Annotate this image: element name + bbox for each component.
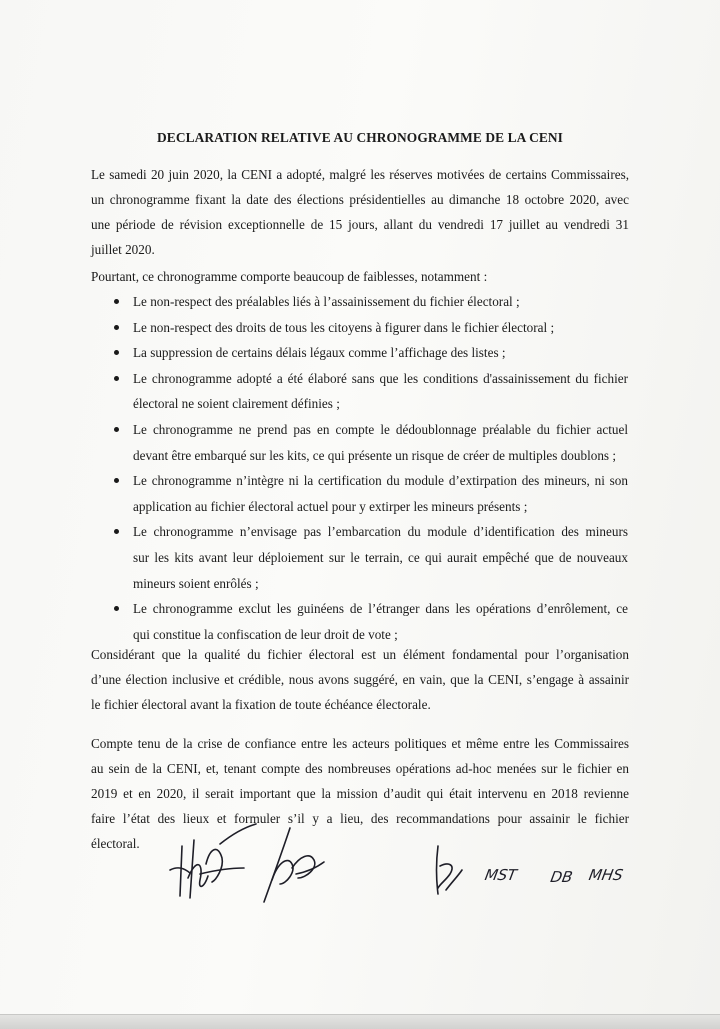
- bullet-icon: [114, 478, 119, 483]
- bullet-icon: [114, 299, 119, 304]
- list-item-line: Le chronogramme n’intègre ni la certification du module d’extirpation des mineurs, ni son: [133, 473, 628, 489]
- bullet-icon: [114, 427, 119, 432]
- list-item-line: électoral ne soient clairement définies ;: [133, 396, 340, 412]
- page-bottom-edge: [0, 1014, 720, 1029]
- initials-mhs: MHS: [587, 866, 625, 884]
- closing-line: électoral.: [91, 836, 140, 851]
- list-item-line: Le chronogramme ne prend pas en compte le dédoublonnage préalable du fichier actuel: [133, 421, 628, 437]
- list-item: [0, 315, 628, 341]
- intro-paragraph: [91, 162, 629, 262]
- signature-initials: [480, 858, 630, 894]
- list-item-line: application au fichier électoral actuel pour y extirper les mineurs présents ;: [133, 498, 528, 514]
- considering-line: Considérant que la qualité du fichier électoral est un élément fondamental pour l’organisation: [91, 647, 629, 662]
- bullet-icon: [114, 606, 119, 611]
- lead-text: Pourtant, ce chronogramme comporte beaucoup de faiblesses, notamment :: [91, 269, 488, 284]
- bullet-icon: [114, 325, 119, 330]
- list-item-line: Le non-respect des droits de tous les citoyens à figurer dans le fichier électoral ;: [133, 319, 555, 335]
- weakness-list: [0, 289, 628, 647]
- lead-sentence: [91, 264, 629, 289]
- list-item: [0, 519, 628, 596]
- considering-line: d’une élection inclusive et crédible, nous avons suggéré, en vain, que la CENI, s’engage à assainir: [91, 672, 629, 687]
- bullet-icon: [114, 350, 119, 355]
- list-item-line: La suppression de certains délais légaux comme l’affichage des listes ;: [133, 345, 506, 361]
- list-item: [0, 289, 628, 315]
- list-item-line: Le chronogramme exclut les guinéens de l’étranger dans les opérations d’enrôlement, ce: [133, 601, 628, 617]
- list-item-line: qui constitue la confiscation de leur droit de vote ;: [133, 626, 398, 642]
- closing-line: au sein de la CENI, et, tenant compte des nombreuses opérations ad-hoc menées sur le fichier en: [91, 761, 629, 776]
- intro-line: Le samedi 20 juin 2020, la CENI a adopté, malgré les réserves motivées de certains Commissaires,: [91, 167, 629, 182]
- list-item-line: Le chronogramme n’envisage pas l’embarcation du module d’identification des mineurs: [133, 524, 628, 540]
- signature-3: [428, 842, 470, 902]
- list-item-line: mineurs soient enrôlés ;: [133, 575, 259, 591]
- closing-line: faire l’état des lieux et formuler s’il y a lieu, des recommandations pour assainir le fichier: [91, 811, 629, 826]
- closing-line: 2019 et en 2020, il serait important que la mission d’audit qui était intervenu en 2018 revienne: [91, 786, 629, 801]
- list-item: [0, 417, 628, 468]
- bullet-icon: [114, 529, 119, 534]
- intro-line: une période de révision exceptionnelle de 15 jours, allant du vendredi 17 juillet au vendredi 31: [91, 217, 629, 232]
- considering-line: le fichier électoral avant la fixation de toute échéance électorale.: [91, 697, 431, 712]
- closing-line: Compte tenu de la crise de confiance entre les acteurs politiques et même entre les Commissaires: [91, 736, 629, 751]
- intro-line: juillet 2020.: [91, 242, 155, 257]
- list-item: [0, 366, 628, 417]
- list-item-line: sur les kits avant leur déploiement sur le terrain, ce qui aurait empêché que de nouveaux: [133, 549, 628, 565]
- signature-2: [252, 822, 332, 908]
- list-item: [0, 596, 628, 647]
- initials-db: DB: [549, 868, 575, 886]
- intro-line: un chronogramme fixant la date des élections présidentielles au dimanche 18 octobre 2020, avec: [91, 192, 629, 207]
- list-item: [0, 468, 628, 519]
- considering-paragraph: [91, 642, 629, 717]
- list-item-line: Le chronogramme adopté a été élaboré sans que les conditions d'assainissement du fichier: [133, 370, 628, 386]
- list-item-line: devant être embarqué sur les kits, ce qui présente un risque de créer de multiples doublons ;: [133, 447, 617, 463]
- bullet-icon: [114, 376, 119, 381]
- initials-mst: MST: [483, 866, 519, 884]
- document-title: DECLARATION RELATIVE AU CHRONOGRAMME DE LA CENI: [157, 130, 563, 145]
- list-item: [0, 340, 628, 366]
- list-item-line: Le non-respect des préalables liés à l’assainissement du fichier électoral ;: [133, 294, 520, 309]
